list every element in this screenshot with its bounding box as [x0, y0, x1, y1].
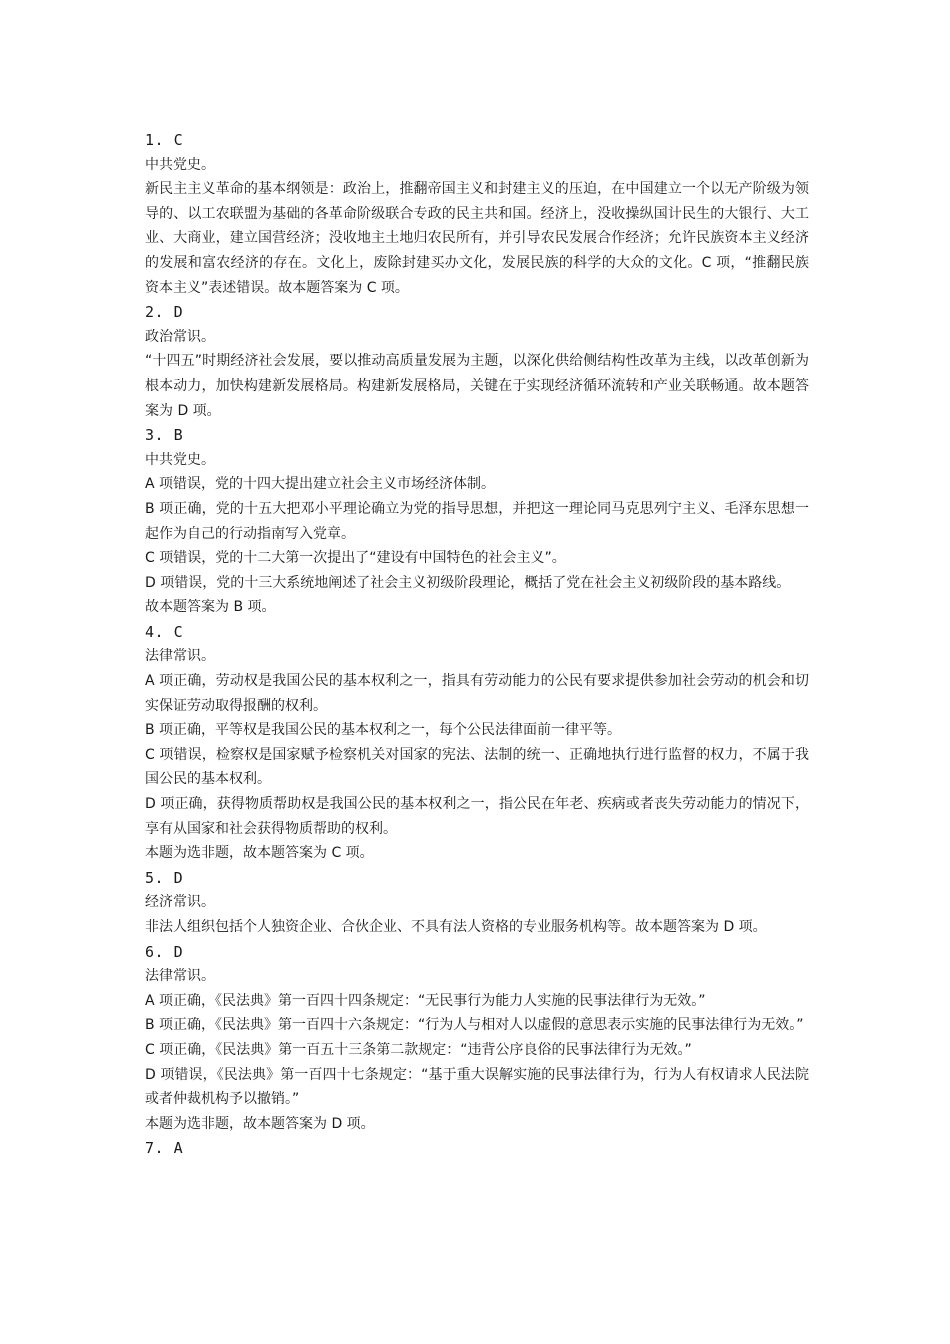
- answer-document: [145, 128, 809, 1161]
- question-3-line-5: D 项错误，党的十三大系统地阐述了社会主义初级阶段理论，概括了党在社会主义初级阶段的基本路线。: [145, 574, 791, 591]
- question-6-line-5: D 项错误，《民法典》第一百四十七条规定：“基于重大误解实施的民事法律行为，行为人有权请求人民法院或者仲裁机构予以撤销。”: [145, 1066, 809, 1108]
- question-4-line-2: A 项正确，劳动权是我国公民的基本权利之一，指具有劳动能力的公民有要求提供参加社会劳动的机会和切实保证劳动取得报酬的权利。: [145, 673, 809, 714]
- question-3-line-3: B 项正确，党的十五大把邓小平理论确立为党的指导思想，并把这一理论同马克思列宁主义、毛泽东思想一起作为自己的行动指南写入党章。: [145, 500, 809, 542]
- question-7-number: 7. A: [145, 1139, 184, 1158]
- question-6-line-1: 法律常识。: [145, 968, 215, 985]
- question-4-line-1: 法律常识。: [145, 648, 215, 665]
- question-3-number: 3. B: [145, 426, 184, 445]
- question-6-number: 6. D: [145, 942, 184, 961]
- question-4-line-3: B 项正确，平等权是我国公民的基本权利之一，每个公民法律面前一律平等。: [145, 722, 622, 739]
- question-1-line-1: 中共党史。: [145, 156, 215, 173]
- question-6-line-6: 本题为选非题，故本题答案为 D 项。: [145, 1115, 375, 1132]
- question-4-number: 4. C: [145, 622, 184, 641]
- question-2-line-2: “十四五”时期经济社会发展，要以推动高质量发展为主题，以深化供给侧结构性改革为主线，以改革创新为根本动力，加快构建新发展格局。构建新发展格局，关键在于实现经济循环流转和产业关联畅通。故本题答案为 D 项。: [145, 353, 809, 419]
- question-6-line-2: A 项正确，《民法典》第一百四十四条规定：“无民事行为能力人实施的民事法律行为无效。”: [145, 992, 706, 1009]
- question-1-number: 1. C: [145, 131, 184, 149]
- question-3-line-1: 中共党史。: [145, 451, 215, 468]
- question-6-line-3: B 项正确，《民法典》第一百四十六条规定：“行为人与相对人以虚假的意思表示实施的民事法律行为无效。”: [145, 1017, 804, 1034]
- question-3-line-6: 故本题答案为 B 项。: [145, 599, 276, 616]
- question-5-line-2: 非法人组织包括个人独资企业、合伙企业、不具有法人资格的专业服务机构等。故本题答案为 D 项。: [145, 919, 767, 935]
- question-3-line-2: A 项错误，党的十四大提出建立社会主义市场经济体制。: [145, 476, 496, 493]
- question-5-line-1: 经济常识。: [145, 894, 215, 911]
- question-4-line-4: C 项错误，检察权是国家赋予检察机关对国家的宪法、法制的统一、正确地执行进行监督的权力，不属于我国公民的基本权利。: [145, 746, 809, 788]
- question-1-line-2: 新民主主义革命的基本纲领是：政治上，推翻帝国主义和封建主义的压迫，在中国建立一个以无产阶级为领导的、以工农联盟为基础的各革命阶级联合专政的民主共和国。经济上，没收操纵国计民生的大银行、大工业、大商业，建立国营经济；没收地主土地归农民所有，并引导农民发展合作经济；允许民族资本主义经济的发展和富农经济的存在。文化上，废除封建买办文化，发展民族的科学的大众的文化。C 项，“推翻民族资本主义”表述错误。故本题答案为 C 项。: [145, 181, 809, 296]
- question-6-line-4: C 项正确，《民法典》第一百五十三条第二款规定：“违背公序良俗的民事法律行为无效。”: [145, 1041, 692, 1058]
- question-2-line-1: 政治常识。: [145, 328, 215, 345]
- question-4-line-6: 本题为选非题，故本题答案为 C 项。: [145, 845, 374, 862]
- question-3-line-4: C 项错误，党的十二大第一次提出了“建设有中国特色的社会主义”。: [145, 550, 566, 567]
- question-2-number: 2. D: [145, 303, 184, 322]
- question-4-line-5: D 项正确，获得物质帮助权是我国公民的基本权利之一，指公民在年老、疾病或者丧失劳动能力的情况下，享有从国家和社会获得物质帮助的权利。: [145, 796, 809, 837]
- question-5-number: 5. D: [145, 868, 184, 887]
